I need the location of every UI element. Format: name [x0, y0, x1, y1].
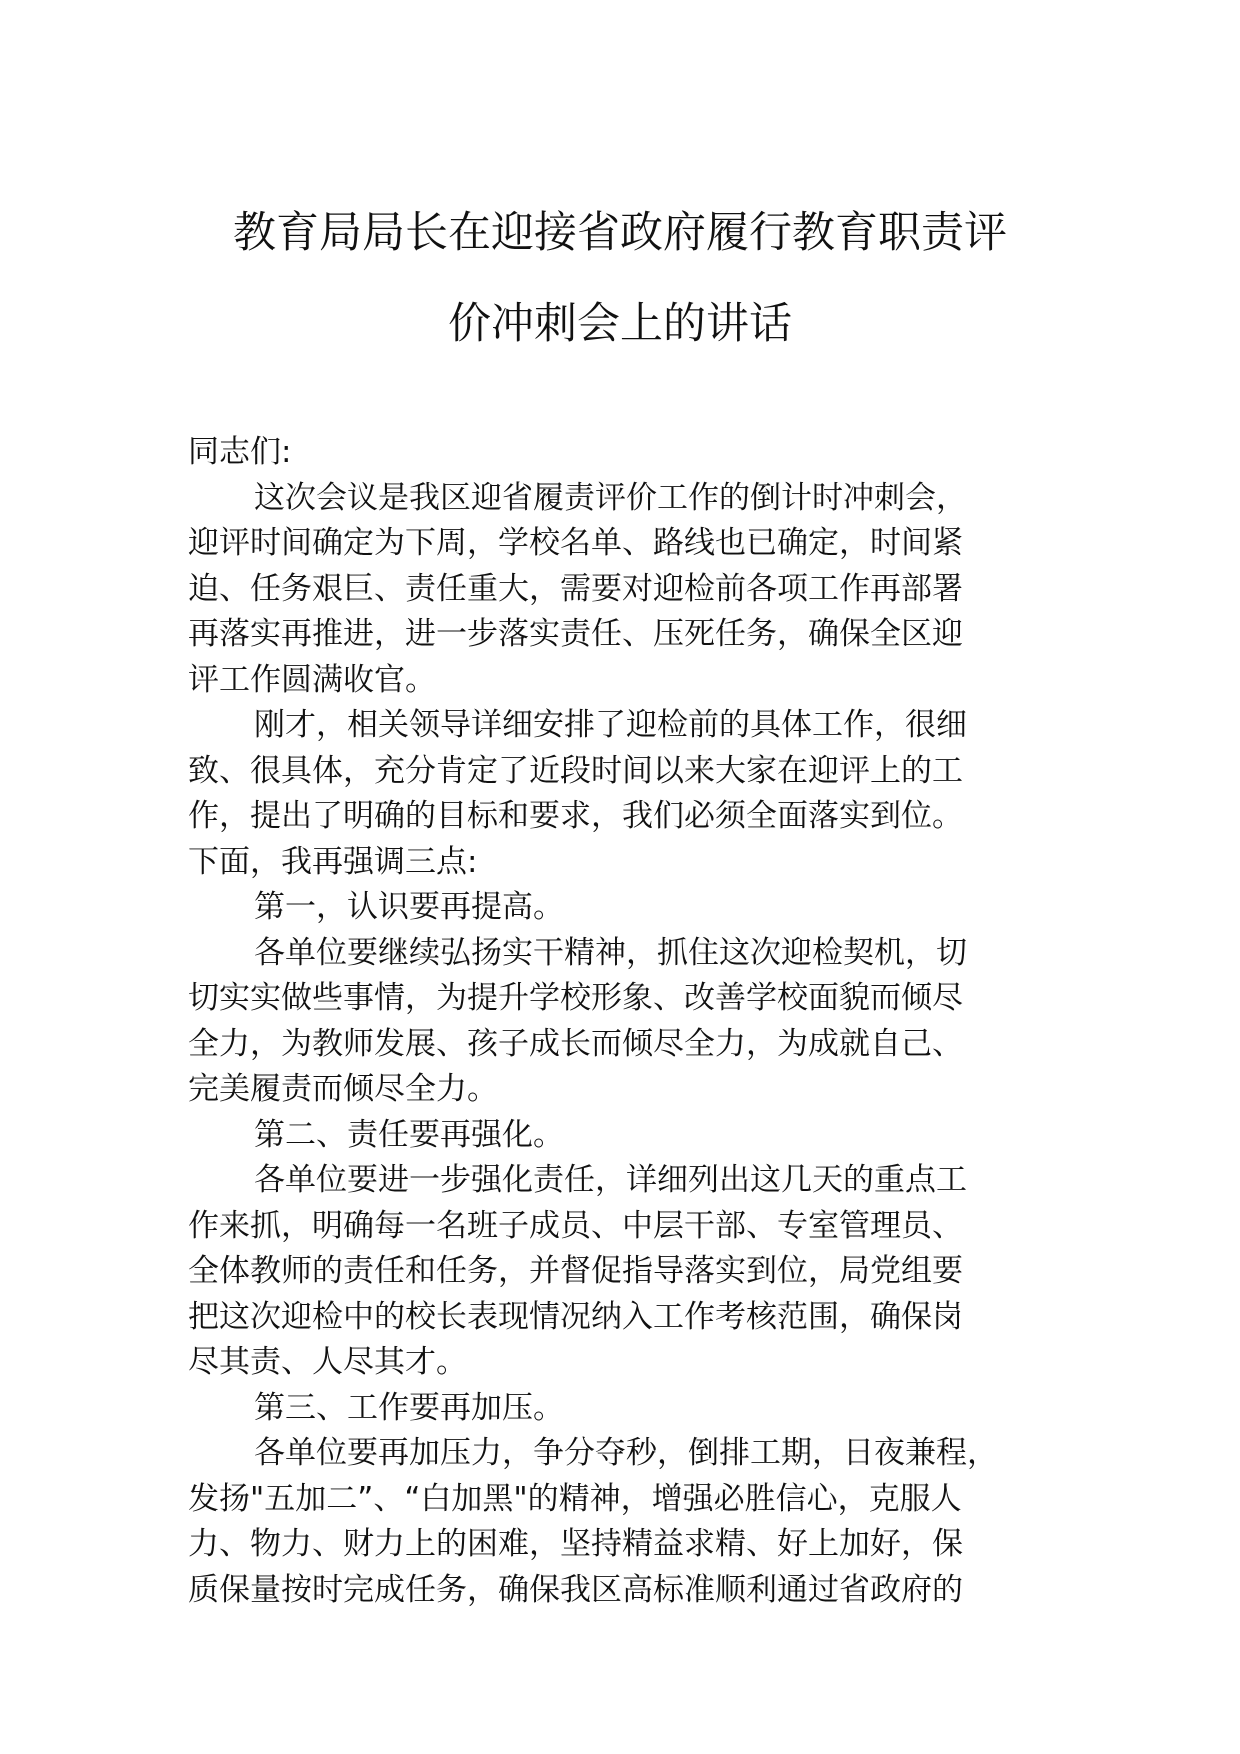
- body-text-line: 再落实再推进，进一步落实责任、压死任务，确保全区迎: [188, 616, 963, 652]
- body-text-line: 各单位要再加压力，争分夺秒，倒排工期，日夜兼程，: [254, 1435, 998, 1471]
- document-title: [160, 208, 1080, 349]
- body-text-line: 作来抓，明确每一名班子成员、中层干部、专室管理员、: [188, 1207, 963, 1244]
- body-text-line: 迫、任务艰巨、责任重大，需要对迎检前各项工作再部署: [188, 570, 963, 607]
- title-line-1: 教育局局长在迎接省政府履行教育职责评: [233, 208, 1007, 258]
- body-text-line: 全力，为教师发展、孩子成长而倾尽全力，为成就自己、: [188, 1025, 963, 1062]
- body-text-line: 迎评时间确定为下周，学校名单、路线也已确定，时间紧: [188, 525, 963, 561]
- body-text-line: 质保量按时完成任务，确保我区高标准顺利通过省政府的: [188, 1571, 963, 1608]
- body-text-line: 切实实做些事情，为提升学校形象、改善学校面貌而倾尽: [188, 980, 963, 1016]
- body-text-line: 力、物力、财力上的困难，坚持精益求精、好上加好，保: [188, 1526, 963, 1562]
- body-text-line: 完美履责而倾尽全力。: [188, 1071, 498, 1107]
- body-text-line: 全体教师的责任和任务，并督促指导落实到位，局党组要: [188, 1253, 963, 1289]
- body-text-line: 下面，我再强调三点:: [188, 843, 478, 880]
- body-text-line: 把这次迎检中的校长表现情况纳入工作考核范围，确保岗: [188, 1298, 963, 1335]
- body-text-line: 致、很具体，充分肯定了近段时间以来大家在迎评上的工: [188, 752, 963, 789]
- body-text-line: 各单位要进一步强化责任，详细列出这几天的重点工: [254, 1162, 967, 1198]
- body-text-line: 发扬"五加二”、“白加黑"的精神，增强必胜信心，克服人: [188, 1480, 962, 1517]
- body-text-line: 评工作圆满收官。: [188, 661, 436, 698]
- body-text-line: 刚才，相关领导详细安排了迎检前的具体工作，很细: [254, 707, 967, 743]
- body-text-line: 第三、工作要再加压。: [254, 1389, 564, 1426]
- body-text-line: 同志们:: [188, 434, 292, 470]
- body-text-line: 作，提出了明确的目标和要求，我们必须全面落实到位。: [188, 798, 963, 834]
- body-text-line: 第一，认识要再提高。: [254, 889, 564, 925]
- body-text-line: 各单位要继续弘扬实干精神，抓住这次迎检契机，切: [254, 934, 967, 971]
- body-text-line: 第二、责任要再强化。: [254, 1116, 564, 1153]
- title-line-2: 价冲刺会上的讲话: [448, 299, 792, 349]
- document-body: [188, 430, 1088, 1613]
- body-text-line: 尽其责、人尽其才。: [188, 1344, 467, 1380]
- body-text-line: 这次会议是我区迎省履责评价工作的倒计时冲刺会，: [254, 479, 967, 516]
